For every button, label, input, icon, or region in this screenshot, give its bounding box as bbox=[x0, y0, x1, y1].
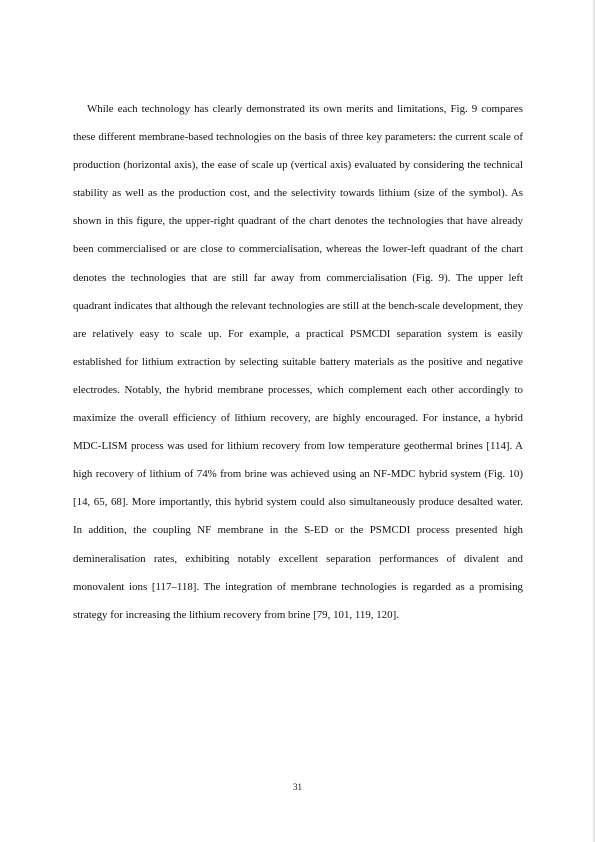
page-number: 31 bbox=[293, 782, 302, 792]
body-paragraph: While each technology has clearly demonstrated its own merits and limitations, Fig. 9 compares these different membrane-based technologies on the basis of three key parameters: the current scale of production (horizontal axis), the ease of scale up (vertical axis) evaluated by considering the technical stability as well as the production cost, and the selectivity towards lithium (size of the symbol). As shown in this figure, the upper-right quadrant of the chart denotes the technologies that have already been commercialised or are close to commercialisation, whereas the lower-left quadrant of the chart denotes the technologies that are still far away from commercialisation (Fig. 9). The upper left quadrant indicates that although the relevant technologies are still at the bench-scale development, they are relatively easy to scale up. For example, a practical PSMCDI separation system is easily established for lithium extraction by selecting suitable battery materials as the positive and negative electrodes. Notably, the hybrid membrane processes, which complement each other accordingly to maximize the overall efficiency of lithium recovery, are highly encouraged. For instance, a hybrid MDC-LISM process was used for lithium recovery from low temperature geothermal brines [114]. A high recovery of lithium of 74% from brine was achieved using an NF-MDC hybrid system (Fig. 10) [14, 65, 68]. More importantly, this hybrid system could also simultaneously produce desalted water. In addition, the coupling NF membrane in the S-ED or the PSMCDI process presented high demineralisation rates, exhibiting notably excellent separation performances of divalent and monovalent ions [117–118]. The integration of membrane technologies is regarded as a promising strategy for increasing the lithium recovery from brine [79, 101, 119, 120]. bbox=[73, 103, 523, 621]
